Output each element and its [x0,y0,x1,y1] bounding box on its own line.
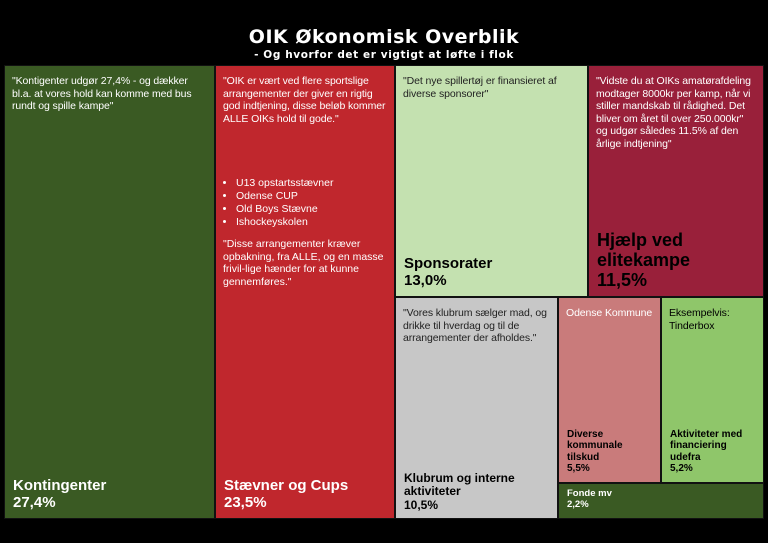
tile-staevner-quote: "OIK er vært ved flere sportslige arrangementer der giver en rigtig god indtjening, disse beløb kommer ALLE OIKs hold til gode." [223,75,386,125]
tile-staevner-label [224,478,348,512]
tile-aktiviteter-name: Aktiviteter med financiering udefra [670,429,743,463]
list-item: • Old Boys Stævne [236,203,333,216]
tile-sponsorater [395,65,588,297]
tile-staevner-value: 23,5% [224,494,267,512]
tile-aktiviteter-value: 5,2% [670,462,693,474]
tile-kommune-value: 5,5% [567,462,590,474]
tile-klubrum-label [404,472,551,512]
tile-staevner-name: Stævner og Cups [224,477,349,495]
tile-sponsorater-label [404,256,492,290]
tile-kommune-name: Diverse kommunale tilskud [567,429,623,463]
list-item: • U13 opstartsstævner [236,177,333,190]
tile-fonde-value: 2,2% [567,498,589,510]
tile-elite-quote: "Vidste du at OIKs amatørafdeling modtager 8000kr per kamp, når vi stiller mandskab til rådighed. Det bliver om året til over 250.000kr" og udgør således 11.5% af den årlige indtjening" [596,75,751,150]
tile-kontingenter-name: Kontingenter [13,477,107,495]
tile-fonde-label [567,489,612,510]
tile-klubrum-quote: "Vores klubrum sælger mad, og drikke til hverdag og til de arrangementer der afholdes." [403,307,547,344]
tile-sponsorater-name: Sponsorater [404,255,493,273]
tile-fonde-name: Fonde mv [567,488,612,499]
tile-aktiviteter-quote: Eksempelvis: Tinderbox [669,307,730,332]
tile-kommune [558,297,661,483]
tile-elite-value: 11,5% [597,269,648,290]
tile-kontingenter-label [13,478,106,512]
tile-elite-label [597,230,763,290]
tile-staevner [215,65,395,519]
tile-elite [588,65,764,297]
tile-staevner-quote2: "Disse arrangementer kræver opbakning, fra ALLE, og en masse frivil-lige hænder for at kunne gennemføres." [223,238,384,288]
tile-kontingenter [4,65,215,519]
tile-aktiviteter-label [670,429,759,474]
tile-kontingenter-value: 27,4% [13,494,56,512]
tile-kontingenter-quote: "Kontigenter udgør 27,4% - og dækker bl.a. at vores hold kan komme med bus rundt og spille kampe" [12,75,192,112]
tile-aktiviteter [661,297,764,483]
tile-klubrum [395,297,558,519]
tile-sponsorater-value: 13,0% [404,272,447,290]
tile-klubrum-value: 10,5% [404,497,439,512]
tile-sponsorater-quote: "Det nye spillertøj er finansieret af diverse sponsorer" [403,75,557,100]
tile-kommune-quote: Odense Kommune [566,307,653,319]
list-item: • Odense CUP [236,190,333,203]
list-item: • Ishockeyskolen [236,216,333,229]
tile-elite-name: Hjælp ved elitekampe [597,229,691,270]
page-title: OIK Økonomisk Overblik [248,26,520,48]
event-list [223,177,333,229]
page-subtitle: - Og hvorfor det er vigtigt at løfte i flok [254,49,514,61]
tile-klubrum-name: Klubrum og interne aktiviteter [404,470,515,499]
tile-kommune-label [567,429,656,474]
tile-fonde [558,483,764,519]
